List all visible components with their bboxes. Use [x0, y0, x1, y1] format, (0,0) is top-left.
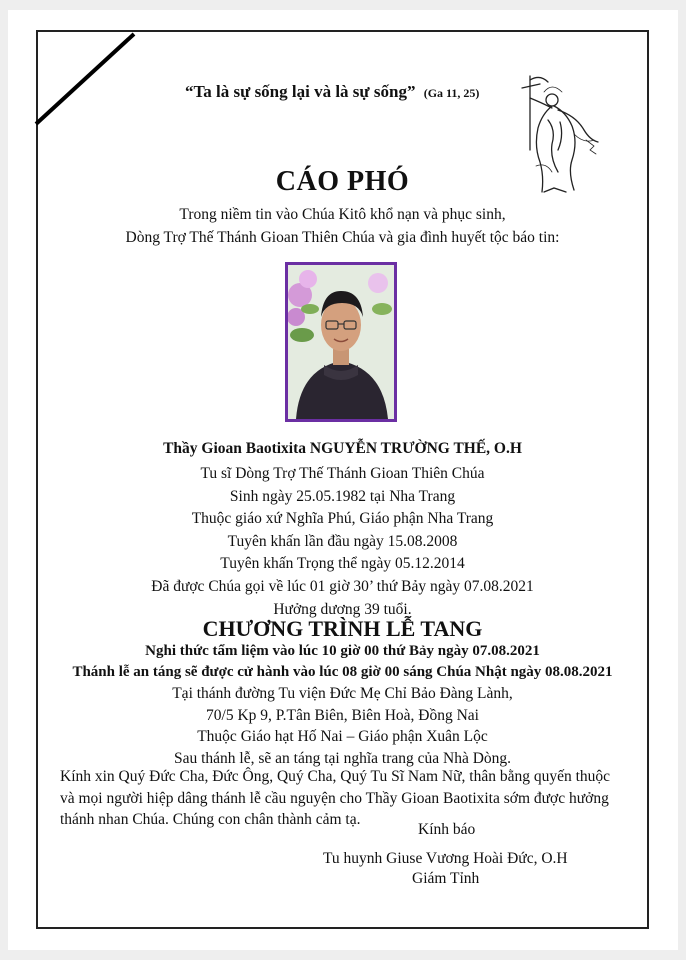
intro-line-2: Dòng Trợ Thế Thánh Gioan Thiên Chúa và gia đình huyết tộc báo tin:	[125, 229, 560, 246]
detail-line: Tuyên khấn lần đầu ngày 15.08.2008	[227, 532, 458, 550]
schedule-bold-line: Thánh lễ an táng sẽ được cử hành vào lúc 08 giờ 00 sáng Chúa Nhật ngày 08.08.2021	[72, 664, 613, 680]
scripture-quote	[185, 82, 479, 102]
detail-line: Hưởng dương 39 tuổi.	[273, 600, 412, 618]
deceased-photo	[285, 262, 397, 422]
funeral-schedule	[36, 641, 649, 769]
schedule-line: Sau thánh lễ, sẽ an táng tại nghĩa trang của Nhà Dòng.	[173, 749, 512, 767]
detail-line: Thuộc giáo xứ Nghĩa Phú, Giáo phận Nha Trang	[191, 510, 494, 528]
schedule-line: Thuộc Giáo hạt Hố Nai – Giáo phận Xuân Lộc	[197, 728, 488, 745]
page-title: CÁO PHÓ	[275, 166, 410, 197]
detail-line: Tuyên khấn Trọng thể ngày 05.12.2014	[220, 555, 465, 573]
signature-role: Giám Tỉnh	[412, 870, 480, 887]
funeral-program-title: CHƯƠNG TRÌNH LỄ TANG	[202, 616, 483, 641]
signature-regards: Kính báo	[418, 821, 476, 838]
detail-line: Sinh ngày 25.05.1982 tại Nha Trang	[229, 487, 456, 505]
detail-line: Đã được Chúa gọi về lúc 01 giờ 30’ thứ Bảy ngày 07.08.2021	[151, 577, 534, 595]
portrait-illustration	[288, 265, 394, 419]
quote-reference: (Ga 11, 25)	[423, 86, 480, 100]
schedule-line: 70/5 Kp 9, P.Tân Biên, Biên Hoà, Đồng Nai	[206, 706, 479, 724]
closing-line: và mọi người hiệp dâng thánh lễ cầu nguyện cho Thầy Gioan Baotixita sớm được hưởng	[60, 789, 609, 807]
schedule-line: Tại thánh đường Tu viện Đức Mẹ Chỉ Bảo Đàng Lành,	[172, 685, 513, 702]
quote-text: “Ta là sự sống lại và là sự sống”	[185, 82, 416, 101]
signature-signer: Tu huynh Giuse Vương Hoài Đức, O.H	[323, 850, 568, 867]
deceased-details	[36, 463, 649, 621]
schedule-bold-line: Nghi thức tẩm liệm vào lúc 10 giờ 00 thứ Bảy ngày 07.08.2021	[145, 643, 540, 659]
intro-line-1: Trong niềm tin vào Chúa Kitô khổ nạn và phục sinh,	[179, 206, 506, 223]
detail-line: Tu sĩ Dòng Trợ Thế Thánh Gioan Thiên Chúa	[200, 465, 485, 482]
deceased-name: Thầy Gioan Baotixita NGUYỄN TRƯỜNG THẾ, O.H	[163, 440, 522, 457]
closing-line: thánh nhan Chúa. Chúng con chân thành cảm tạ.	[60, 811, 361, 828]
mourning-corner-icon	[30, 24, 150, 124]
closing-paragraph	[60, 766, 635, 831]
closing-line: Kính xin Quý Đức Cha, Đức Ông, Quý Cha, Quý Tu Sĩ Nam Nữ, thân bằng quyến thuộc	[60, 768, 611, 785]
